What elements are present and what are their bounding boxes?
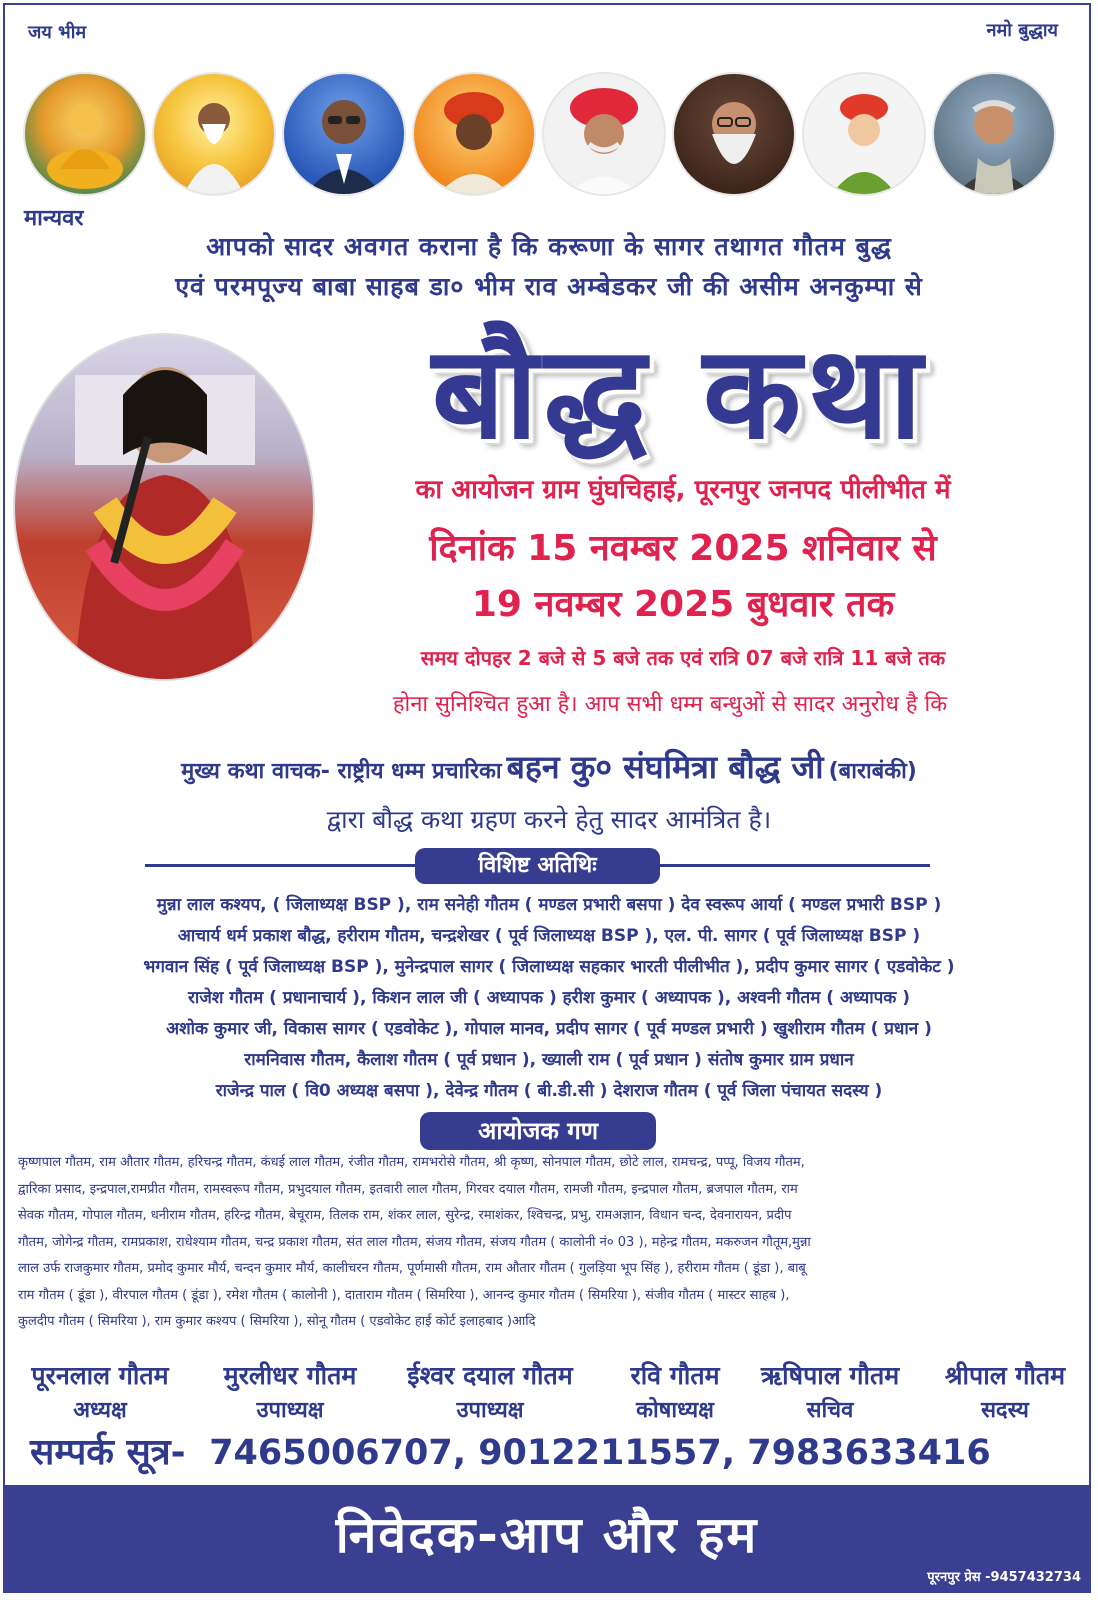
organizer-line: राम गौतम ( डूंडा ), वीरपाल गौतम ( डूंडा ), रमेश गौतम ( कालोनी ), दाताराम गौतम ( सिमरिया ), आनन्द कुमार गौतम ( सिमरिया ), संजीव गौतम ( मास्टर साहब ), [18,1287,790,1303]
guest-list [0,890,1098,1107]
divider-left [145,864,415,867]
periyar-portrait [672,72,796,196]
organizer-line: गौतम, जोगेन्द्र गौतम, रामप्रकाश, राधेश्याम गौतम, चन्द्र प्रकाश गौतम, संत लाल गौतम, संजय गौतम, संजय गौतम ( कालोनी नं० 03 ), महेन्द्र गौतम, मकरुजन गौतूम,मुन्ना [18,1234,811,1250]
contact-numbers: 7465006707, 9012211557, 7983633416 [209,1433,991,1473]
event-venue: का आयोजन ग्राम घुंघचिहाई, पूरनपुर जनपद पीलीभीत में [415,475,951,505]
saint-portrait [152,72,276,196]
organizers-heading: आयोजक गण [420,1112,656,1150]
officer-president [10,1358,190,1424]
ruler-portrait [802,72,926,196]
organizer-line: कुलदीप गौतम ( सिमरिया ), राम कुमार कश्यप ( सिमरिया ), सोनू गौतम ( एडवोकेट हाई कोर्ट इलाहबाद )आदि [18,1314,536,1329]
organizer-line: लाल उर्फ राजकुमार गौतम, प्रमोद कुमार मौर्य, चन्दन कुमार मौर्य, कालीचरन गौतम, पूर्णमासी गौतम, राम औतार गौतम ( गुलड़िया भूप सिंह ), हरीराम गौतम ( डूंडा ), बाबू [18,1261,806,1276]
event-date-start: दिनांक 15 नवम्बर 2025 शनिवार से [429,528,937,569]
officer-role: अध्यक्ष [73,1398,127,1423]
officer-role: कोषाध्यक्ष [636,1398,714,1423]
contact-label: सम्पर्क सूत्र- [30,1432,186,1473]
press-credit: पूरनपुर प्रेस -9457432734 [927,1570,1081,1585]
guest-line: राजेन्द्र पाल ( वि0 अध्यक्ष बसपा ), देवेन्द्र गौतम ( बी.डी.सी ) देशराज गौतम ( पूर्व जिला पंचायत सदस्य ) [215,1081,883,1101]
invite-line: द्वारा बौद्ध कथा ग्रहण करने हेतु सादर आमंत्रित है। [326,805,772,834]
officer-secretary [745,1358,915,1424]
event-assured: होना सुनिश्चित हुआ है। आप सभी धम्म बन्धुओं से सादर अनुरोध है कि [392,692,948,717]
event-date-end: 19 नवम्बर 2025 बुधवार तक [471,584,895,625]
organizer-line: सेवक गौतम, गोपाल गौतम, धनीराम गौतम, हरिन्द्र गौतम, बेचूराम, तिलक राम, शंकर लाल, सुरेन्द्र, रमाशंकर, श्विचन्द्र, प्रभु, रामअज्ञान, विधान चन्द, देवनारायन, प्रदीप [18,1208,792,1223]
guest-line: अशोक कुमार जी, विकास सागर ( एडवोकेट ), गोपाल मानव, प्रदीप सागर ( पूर्व मण्डल प्रभारी ) खुशीराम गौतम ( प्रधान ) [166,1019,932,1039]
speaker-place: (बाराबंकी) [828,759,917,784]
officer-role: सचिव [806,1398,854,1423]
speaker-prefix: मुख्य कथा वाचक- राष्ट्रीय धम्म प्रचारिका [181,759,502,784]
right-greeting: नमो बुद्धाय [986,20,1058,41]
officer-name: पूरनलाल गौतम [31,1361,169,1390]
left-greeting: जय भीम [28,22,87,43]
guest-line: राजेश गौतम ( प्रधानाचार्य ), किशन लाल जी ( अध्यापक ) हरीश कुमार ( अध्यापक ), अश्वनी गौतम ( अध्यापक ) [187,988,911,1008]
salutation: मान्यवर [24,206,84,231]
intro-line-1: आपको सादर अवगत कराना है कि करूणा के सागर तथागत गौतम बुद्ध [206,232,892,261]
officer-vice-president-1 [195,1358,385,1424]
speaker-photo [13,333,315,681]
guest-line: मुन्ना लाल कश्यप, ( जिलाध्यक्ष BSP ), राम सनेही गौतम ( मण्डल प्रभारी बसपा ) देव स्वरूप आर्या ( मण्डल प्रभारी BSP ) [156,895,942,915]
officer-treasurer [605,1358,745,1424]
reformer-portrait [412,72,536,196]
footer-text: निवेदक-आप और हम [335,1506,759,1564]
officer-role: उपाध्यक्ष [256,1398,324,1423]
divider-right [660,864,930,867]
leader-portrait [932,72,1056,196]
phule-portrait [542,72,666,196]
officer-name: श्रीपाल गौतम [944,1361,1066,1390]
organizer-line: द्वारिका प्रसाद, इन्द्रपाल,रामप्रीत गौतम, रामस्वरूप गौतम, प्रभुदयाल गौतम, इतवारी लाल गौतम, गिरवर दयाल गौतम, रामजी गौतम, इन्द्रपाल गौतम, ब्रजपाल गौतम, राम [18,1181,798,1197]
guests-heading: विशिष्ट अतिथिः [415,848,660,884]
organizer-line: कृष्णपाल गौतम, राम औतार गौतम, हरिचन्द्र गौतम, कंधई लाल गौतम, रंजीत गौतम, रामभरोसे गौतम, श्री कृष्ण, सोनपाल गौतम, छोटे लाल, रामचन्द्र, पप्पू, विजय गौतम, [18,1155,805,1170]
speaker-name: बहन कु० संघमित्रा बौद्ध जी [506,748,824,786]
officer-name: मुरलीधर गौतम [223,1361,357,1390]
officer-name: ईश्वर दयाल गौतम [407,1361,573,1390]
officer-role: उपाध्यक्ष [456,1398,524,1423]
officer-role: सदस्य [981,1398,1029,1423]
guest-line: आचार्य धर्म प्रकाश बौद्ध, हरीराम गौतम, चन्द्रशेखर ( पूर्व जिलाध्यक्ष BSP ), एल. पी. सागर ( पूर्व जिलाध्यक्ष BSP ) [177,926,921,946]
contact-line [30,1426,991,1475]
officer-member [920,1358,1090,1424]
buddha-portrait [23,72,147,196]
intro-line-2: एवं परमपूज्य बाबा साहब डा० भीम राव अम्बेडकर जी की असीम अनकुम्पा से [175,272,923,301]
ambedkar-portrait [282,72,406,196]
speaker-line [0,745,1098,788]
event-title: बौद्ध कथा [431,318,929,468]
guest-line: भगवान सिंह ( पूर्व जिलाध्यक्ष BSP ), मुनेन्द्रपाल सागर ( जिलाध्यक्ष सहकार भारती पीलीभीत ), प्रदीप कुमार सागर ( एडवोकेट ) [143,957,955,977]
officer-name: ऋषिपाल गौतम [760,1361,900,1390]
officer-vice-president-2 [385,1358,595,1424]
event-time: समय दोपहर 2 बजे से 5 बजे तक एवं रात्रि 07 बजे रात्रि 11 बजे तक [420,646,946,670]
guest-line: रामनिवास गौतम, कैलाश गौतम ( पूर्व प्रधान ), ख्याली राम ( पूर्व प्रधान ) संतोष कुमार ग्राम प्रधान [244,1050,854,1070]
organizer-list [18,1150,1084,1336]
officer-name: रवि गौतम [630,1361,720,1390]
footer-banner [3,1485,1091,1593]
